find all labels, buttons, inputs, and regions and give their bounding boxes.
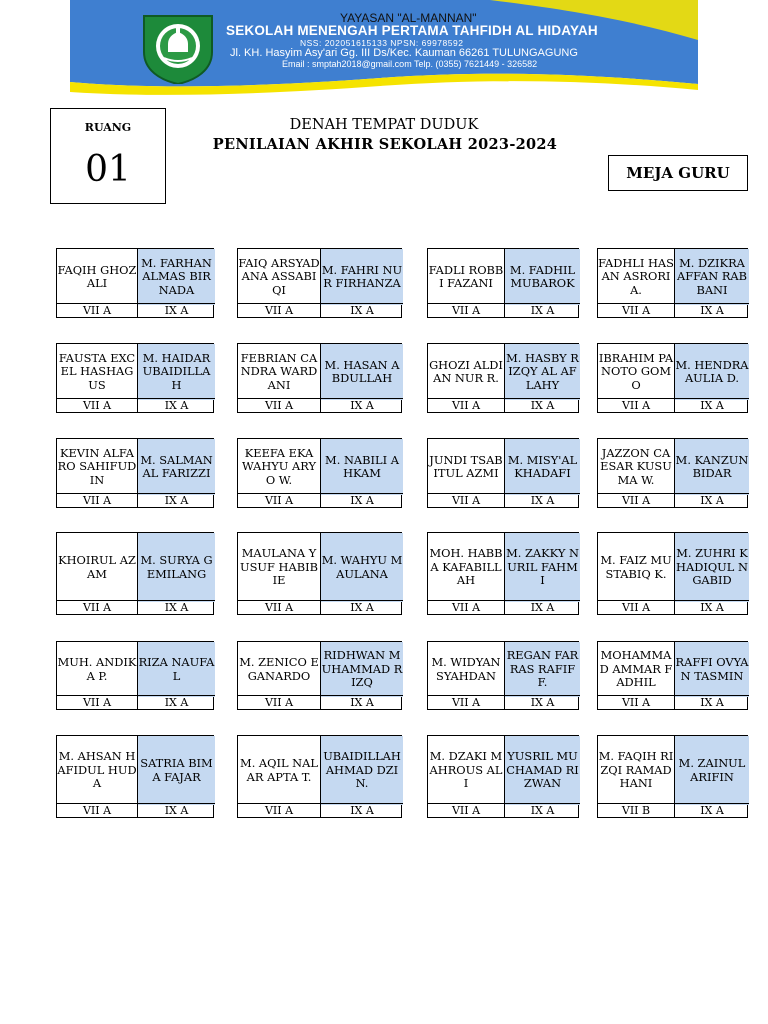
seat-left-student-name: FAIQ ARSYADANA ASSABIQI xyxy=(238,255,320,297)
seat-left-student-name: KHOIRUL AZAM xyxy=(58,553,136,581)
seat-left-class: VII A xyxy=(57,398,137,412)
student-desk xyxy=(56,248,214,318)
seat-right-class: IX A xyxy=(674,803,749,817)
seat-right-class: IX A xyxy=(504,303,580,317)
seat-left-class: VII A xyxy=(598,600,674,614)
seat-right-class: IX A xyxy=(137,303,215,317)
student-desk xyxy=(427,641,579,710)
seat-left-student-name: M. DZAKI MAHROUS ALI xyxy=(429,749,503,791)
seat-left-class: VII A xyxy=(428,398,504,412)
page-title: DENAH TEMPAT DUDUK xyxy=(289,117,479,133)
student-desk xyxy=(597,343,748,413)
seat-left-student-name: M. ZENICO EGANARDO xyxy=(239,655,319,683)
seat-right-student-name: M. HENDRA AULIA D. xyxy=(674,344,749,400)
seat-left-student-name: KEEFA EKA WAHYU ARYO W. xyxy=(241,445,316,487)
student-desk xyxy=(56,343,214,413)
seat-left-student-name: M. FAQIH RIZQI RAMADHANI xyxy=(598,749,674,791)
student-desk xyxy=(597,735,748,818)
seat-left-class: VII A xyxy=(428,600,504,614)
seat-left-student-name: IBRAHIM PANOTO GOMO xyxy=(598,350,674,392)
seat-left-student-name: FAUSTA EXCEL HASHAGUS xyxy=(58,350,136,392)
student-desk xyxy=(597,641,748,710)
seat-left-student-name: JUNDI TSABITUL AZMI xyxy=(429,452,503,480)
seat-right-class: IX A xyxy=(320,695,403,709)
seat-left-class: VII A xyxy=(57,695,137,709)
student-desk xyxy=(237,532,402,615)
seat-right-class: IX A xyxy=(137,398,215,412)
seat-right-class: IX A xyxy=(674,600,749,614)
seat-right-student-name: M. SALMAN AL FARIZZI xyxy=(137,439,215,495)
seat-right-student-name: M. MISY'AL KHADAFI xyxy=(504,439,580,495)
student-desk xyxy=(237,248,402,318)
seat-left-class: VII A xyxy=(57,600,137,614)
seat-right-class: IX A xyxy=(320,803,403,817)
seat-left-class: VII A xyxy=(238,303,320,317)
seat-right-student-name: M. KANZUN BIDAR xyxy=(674,439,749,495)
seat-right-class: IX A xyxy=(137,493,215,507)
student-desk xyxy=(56,532,214,615)
seat-left-student-name: FADLI ROBBI FAZANI xyxy=(428,262,504,290)
student-desk xyxy=(237,343,402,413)
seat-left-student-name: FEBRIAN CANDRA WARDANI xyxy=(240,350,318,392)
student-desk xyxy=(427,248,579,318)
student-desk xyxy=(427,735,579,818)
school-name: SEKOLAH MENENGAH PERTAMA TAHFIDH AL HIDAYAH xyxy=(226,23,598,38)
seat-right-student-name: M. HAIDAR UBAIDILLAH xyxy=(137,344,215,400)
seat-left-class: VII A xyxy=(428,695,504,709)
seat-left-student-name: MOH. HABBA KAFABILLAH xyxy=(429,546,503,588)
school-contact: Email : smptah2018@gmail.com Telp. (0355) 7621449 - 326582 xyxy=(282,59,538,69)
room-box xyxy=(50,108,166,204)
seat-left-class: VII A xyxy=(428,803,504,817)
seat-left-student-name: KEVIN ALFARO SAHIFUDIN xyxy=(57,445,137,487)
seat-left-student-name: GHOZI ALDIAN NUR R. xyxy=(429,357,503,385)
seat-right-class: IX A xyxy=(504,803,580,817)
seat-left-student-name: MUH. ANDIKA P. xyxy=(57,655,137,683)
seat-right-student-name: RAFFI OVYAN TASMIN xyxy=(674,642,749,697)
seat-right-class: IX A xyxy=(674,398,749,412)
seat-left-student-name: MAULANA YUSUF HABIBIE xyxy=(240,546,318,588)
student-desk xyxy=(56,641,214,710)
seat-right-student-name: M. ZAKKY NURIL FAHMI xyxy=(504,533,580,602)
student-desk xyxy=(597,248,748,318)
seat-left-student-name: JAZZON CAESAR KUSUMA W. xyxy=(600,445,672,487)
seat-left-class: VII A xyxy=(238,493,320,507)
student-desk xyxy=(56,438,214,508)
student-desk xyxy=(237,641,402,710)
student-desk xyxy=(427,343,579,413)
room-label: RUANG xyxy=(84,121,132,134)
seat-left-student-name: M. WIDYAN SYAHDAN xyxy=(431,655,501,683)
seat-right-class: IX A xyxy=(674,695,749,709)
seat-left-class: VII A xyxy=(57,493,137,507)
seat-left-student-name: FADHLI HASAN ASRORI A. xyxy=(598,255,674,297)
seat-right-student-name: YUSRIL MUCHAMAD RIZWAN xyxy=(504,736,580,805)
seat-right-class: IX A xyxy=(137,695,215,709)
seat-right-class: IX A xyxy=(504,493,580,507)
seat-right-student-name: RIZA NAUFAL xyxy=(137,642,215,697)
seat-right-student-name: UBAIDILLAH AHMAD DZI N. xyxy=(320,736,403,805)
student-desk xyxy=(237,735,402,818)
foundation-name: YAYASAN "AL-MANNAN" xyxy=(340,11,477,25)
seat-left-class: VII A xyxy=(598,398,674,412)
seat-right-class: IX A xyxy=(504,600,580,614)
school-ids: NSS: 202051615133 NPSN: 69978592 xyxy=(300,38,464,48)
seat-left-class: VII A xyxy=(238,695,320,709)
seat-left-class: VII A xyxy=(428,303,504,317)
seat-right-class: IX A xyxy=(320,600,403,614)
seat-right-class: IX A xyxy=(504,398,580,412)
seat-right-student-name: M. HASAN ABDULLAH xyxy=(320,344,403,400)
seat-right-class: IX A xyxy=(320,398,403,412)
student-desk xyxy=(597,532,748,615)
student-desk xyxy=(56,735,214,818)
seat-right-class: IX A xyxy=(674,493,749,507)
seat-left-class: VII A xyxy=(238,803,320,817)
seat-left-student-name: M. AHSAN HAFIDUL HUDA xyxy=(57,749,137,791)
student-desk xyxy=(427,532,579,615)
seat-left-class: VII A xyxy=(238,398,320,412)
seat-right-class: IX A xyxy=(320,303,403,317)
school-address: Jl. KH. Hasyim Asy'ari Gg. III Ds/Kec. Kauman 66261 TULUNGAGUNG xyxy=(230,47,578,59)
seat-left-class: VII A xyxy=(598,695,674,709)
seat-left-class: VII A xyxy=(598,303,674,317)
seat-right-student-name: REGAN FARRAS RAFIF F. xyxy=(504,642,580,697)
seat-right-class: IX A xyxy=(504,695,580,709)
page-subtitle: PENILAIAN AKHIR SEKOLAH 2023-2024 xyxy=(212,136,558,153)
seat-left-student-name: M. FAIZ MUSTABIQ K. xyxy=(600,553,672,581)
seat-right-student-name: M. ZUHRI KHADIQUL NGABID xyxy=(674,533,749,602)
seat-right-class: IX A xyxy=(137,600,215,614)
seat-right-class: IX A xyxy=(137,803,215,817)
seat-right-student-name: M. FADHIL MUBAROK xyxy=(504,249,580,305)
seat-right-student-name: M. ZAINUL ARIFIN xyxy=(674,736,749,805)
seat-left-class: VII A xyxy=(428,493,504,507)
school-logo xyxy=(138,12,218,84)
seat-left-student-name: FAQIH GHOZALI xyxy=(57,262,137,290)
seat-left-class: VII A xyxy=(57,303,137,317)
student-desk xyxy=(597,438,748,508)
seat-left-class: VII B xyxy=(598,803,674,817)
seat-left-class: VII A xyxy=(238,600,320,614)
seat-right-student-name: M. FAHRI NUR FIRHANZA xyxy=(320,249,403,305)
seat-right-student-name: M. DZIKRA AFFAN RABBANI xyxy=(674,249,749,305)
seat-left-class: VII A xyxy=(57,803,137,817)
room-number: 01 xyxy=(85,149,131,190)
seat-right-class: IX A xyxy=(320,493,403,507)
seat-right-student-name: M. NABILI AHKAM xyxy=(320,439,403,495)
teacher-desk: MEJA GURU xyxy=(608,155,748,191)
seat-right-student-name: M. HASBY RIZQY AL AFLAHY xyxy=(504,344,580,400)
seat-right-class: IX A xyxy=(674,303,749,317)
seat-left-student-name: MOHAMMAD AMMAR FADHIL xyxy=(599,648,673,690)
seat-left-student-name: M. AQIL NALAR APTA T. xyxy=(240,756,318,784)
seat-right-student-name: SATRIA BIMA FAJAR xyxy=(137,736,215,805)
seat-right-student-name: RIDHWAN MUHAMMAD RIZQ xyxy=(320,642,403,697)
seat-right-student-name: M. WAHYU MAULANA xyxy=(320,533,403,602)
seat-right-student-name: M. FARHAN ALMAS BIRNADA xyxy=(137,249,215,305)
seat-left-class: VII A xyxy=(598,493,674,507)
student-desk xyxy=(237,438,402,508)
student-desk xyxy=(427,438,579,508)
seat-right-student-name: M. SURYA GEMILANG xyxy=(137,533,215,602)
